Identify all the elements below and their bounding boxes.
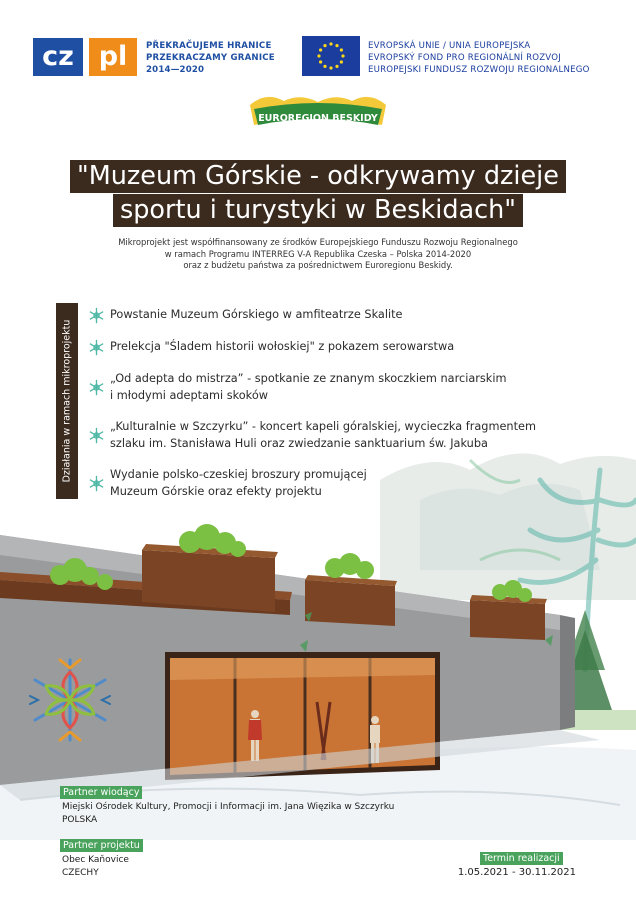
eu-funding-text: [368, 40, 618, 76]
lead-partner-country: POLSKA: [62, 815, 98, 825]
activity-text: [110, 338, 600, 355]
activity-text: [110, 370, 600, 404]
interreg-slogan-line: PŘEKRAČUJEME HRANICE: [146, 41, 272, 51]
czpl-logo-cz: cz: [33, 38, 83, 76]
term-label: Termin realizacji: [480, 852, 563, 865]
activities-side-label-text: Działania w ramach mikroprojektu: [61, 319, 73, 483]
svg-text:EUROREGION BESKIDY: EUROREGION BESKIDY: [258, 113, 378, 124]
term-dates: 1.05.2021 - 30.11.2021: [457, 867, 576, 878]
eu-funding-line: EVROPSKÝ FOND PRO REGIONÁLNÍ ROZVOJ: [368, 53, 561, 63]
czpl-logo: [33, 38, 137, 76]
snowflake-icon: [88, 307, 105, 324]
interreg-slogan-line: PRZEKRACZAMY GRANICE: [146, 53, 275, 63]
activity-text-line: szlaku im. Stanisława Huli oraz zwiedzanie sanktuarium św. Jakuba: [110, 437, 488, 450]
lead-partner-info: [62, 801, 394, 827]
activity-text-line: „Od adepta do mistrza” - spotkanie ze znanym skoczkiem narciarskim: [110, 372, 507, 385]
activity-text-line: „Kulturalnie w Szczyrku” - koncert kapeli góralskiej, wycieczka fragmentem: [110, 420, 536, 433]
eu-flag-icon: [302, 36, 360, 76]
funding-note-line: oraz z budżetu państwa za pośrednictwem Euroregionu Beskidy.: [183, 260, 453, 270]
activity-text-line: i młodymi adeptami skoków: [110, 389, 268, 402]
czpl-logo-pl: pl: [89, 38, 137, 76]
funding-note-line: w ramach Programu INTERREG V-A Republika Czeska – Polska 2014-2020: [164, 248, 472, 259]
euroregion-beskidy-logo: [244, 91, 392, 131]
project-partner-label: Partner projektu: [60, 839, 143, 852]
project-partner-country: CZECHY: [62, 868, 99, 878]
eu-funding-line: EVROPSKÁ UNIE / UNIA EUROPEJSKA: [368, 41, 531, 51]
funding-note: [40, 237, 596, 272]
lead-partner-name: Miejski Ośrodek Kultury, Promocji i Informacji im. Jana Więzika w Szczyrku: [62, 802, 395, 812]
snowflake-icon: [88, 379, 105, 396]
eu-funding-line: EUROPEJSKI FUNDUSZ ROZWOJU REGIONALNEGO: [368, 65, 590, 75]
poster-title: [20, 160, 616, 227]
funding-note-line: Mikroprojekt jest współfinansowany ze środków Europejskiego Funduszu Rozwoju Regionalnego: [118, 237, 518, 247]
activity-text-line: Wydanie polsko-czeskiej broszury promującej: [110, 468, 367, 481]
snowflake-icon: [88, 339, 105, 356]
title-line-2: sportu i turystyki w Beskidach": [113, 194, 523, 227]
interreg-slogan-line: 2014—2020: [146, 65, 205, 75]
activity-text: [110, 306, 600, 323]
activity-text-line: Muzeum Górskie oraz efekty projektu: [110, 485, 322, 498]
project-partner-info: [62, 854, 129, 880]
activity-text-line: Prelekcja "Śladem historii wołoskiej" z pokazem serowarstwa: [110, 340, 455, 353]
activity-text-line: Powstanie Muzeum Górskiego w amfiteatrze Skalite: [110, 308, 403, 321]
museum-illustration: [0, 440, 636, 840]
interreg-slogan: [146, 40, 296, 76]
title-line-1: "Muzeum Górskie - odkrywamy dzieje: [70, 160, 566, 193]
lead-partner-label: Partner wiodący: [60, 786, 142, 799]
project-partner-name: Obec Kaňovice: [62, 855, 129, 865]
